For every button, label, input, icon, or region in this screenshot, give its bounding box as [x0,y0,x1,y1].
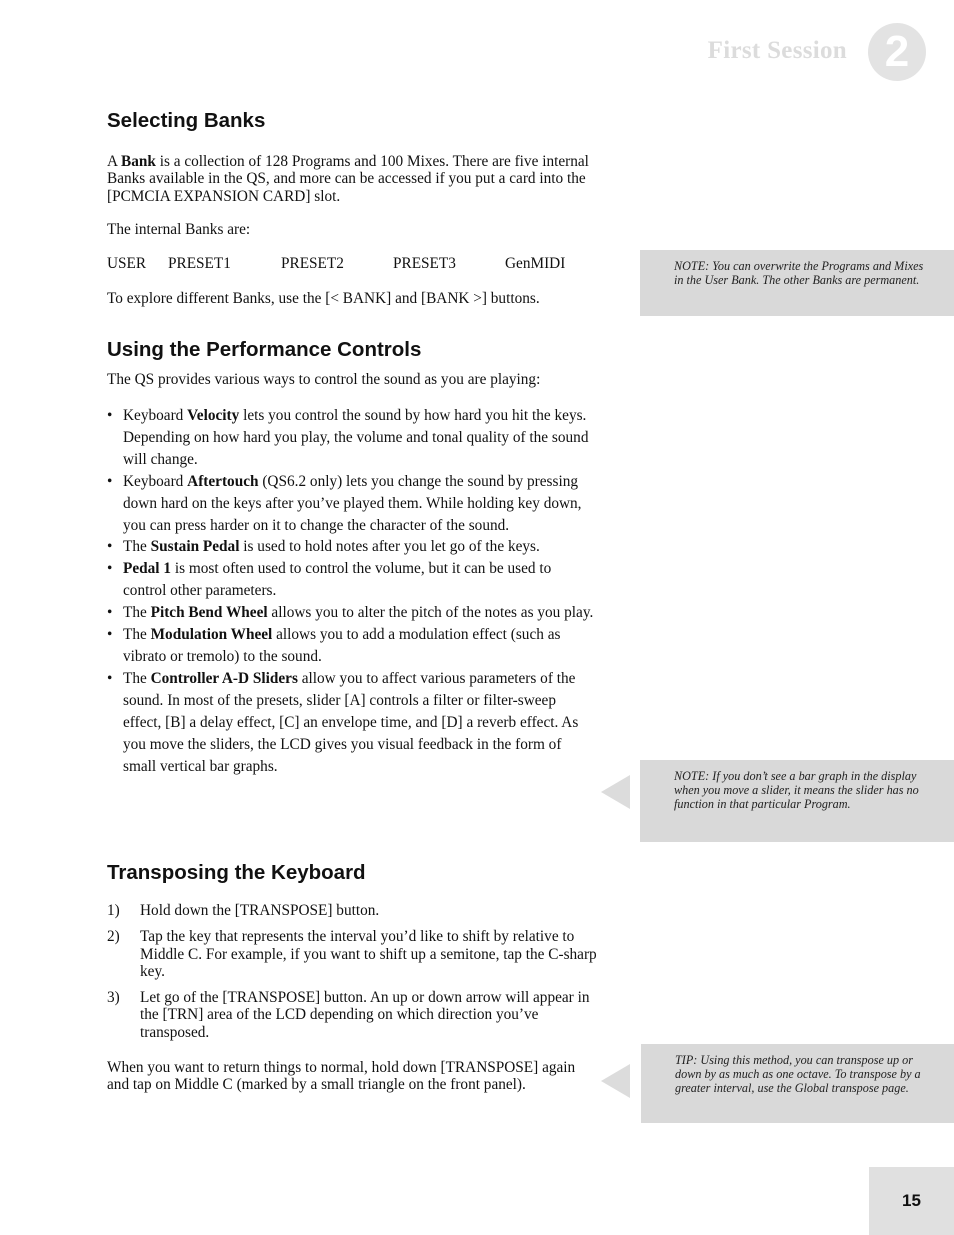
list-item: • Keyboard Velocity lets you control the sound by how hard you hit the keys. Depending on how hard you play, the volume and tonal quality of the sound will change. [107,407,589,468]
bank-term: Bank [121,153,156,170]
chapter-title: First Session [707,37,847,64]
item-term: Controller A-D Sliders [150,669,298,687]
heading-transposing: Transposing the Keyboard [107,861,366,884]
pointer-triangle-icon [601,1064,630,1098]
step-text: Hold down the [TRANSPOSE] button. [140,902,380,919]
step-number: 1) [107,902,120,919]
list-item: • Keyboard Aftertouch (QS6.2 only) lets you change the sound by pressing down hard on the keys after you’ve played them. While holding key down, you can press harder on it to change the character of the sound. [107,472,582,534]
bank-buttons-instruction: To explore different Banks, use the [< BANK] and [BANK >] buttons. [107,290,540,307]
item-prefix: The [123,669,151,687]
item-text: is used to hold notes after you let go of the keys. [239,538,540,556]
chapter-number-badge: 2 [868,23,926,81]
item-prefix: The [123,604,151,622]
bank-name: PRESET3 [393,255,456,272]
step-text: Tap the key that represents the interval you’d like to shift by relative to Middle C. For example, if you want to shift up a semitone, tap the C-sharp key. [140,928,597,980]
item-text: lets you control the sound by how hard you hit the keys. Depending on how hard you play, the volume and tonal quality of the sound will change. [123,407,589,468]
bank-desc-prefix: A [107,153,122,170]
item-prefix: Keyboard [123,472,188,490]
step-text: Let go of the [TRANSPOSE] button. An up or down arrow will appear in the [TRN] area of the LCD depending on which direction you’ve transposed. [140,989,590,1041]
performance-intro: The QS provides various ways to control the sound as you are playing: [107,371,541,388]
step-number: 2) [107,928,120,946]
item-term: Modulation Wheel [150,626,273,644]
bank-name: PRESET1 [168,255,231,272]
item-text: allow you to affect various parameters of the sound. In most of the presets, slider [A] controls a filter or filter-sweep effect, [B] a delay effect, [C] an envelope time, and [D] a reverb effect. As you move the sliders, the LCD gives you visual feedback in the form of small vertical bar graphs. [123,669,579,775]
transpose-steps [107,902,597,1050]
item-text: allows you to add a modulation effect (such as vibrato or tremolo) to the sound. [123,626,561,665]
performance-controls-list [107,405,597,777]
list-item: • The Pitch Bend Wheel allows you to alter the pitch of the notes as you play. [107,604,594,622]
item-text: is most often used to control the volume, but it can be used to control other parameters. [123,560,552,600]
tip-transpose-octave: TIP: Using this method, you can transpose up or down by as much as one octave. To transpose by a greater interval, use the Global transpose page. [641,1044,954,1123]
bank-name: USER [107,255,147,272]
item-prefix: The [123,626,151,644]
item-prefix: Keyboard [123,407,188,424]
item-prefix: The [123,538,151,556]
bank-name: PRESET2 [281,255,344,272]
item-text: allows you to alter the pitch of the notes as you play. [267,604,594,622]
bank-name: GenMIDI [505,255,566,272]
list-item: • The Sustain Pedal is used to hold notes after you let go of the keys. [107,538,540,556]
note-user-bank: NOTE: You can overwrite the Programs and Mixes in the User Bank. The other Banks are permanent. [640,250,954,316]
item-text: (QS6.2 only) lets you change the sound by pressing down hard on the keys after you’ve played them. While holding key down, you can press harder on it to change the character of the sound. [123,472,582,534]
item-term: Pedal 1 [123,560,172,578]
note-bar-graph: NOTE: If you don’t see a bar graph in the display when you move a slider, it means the slider has no function in that particular Program. [640,760,954,842]
list-item: • The Modulation Wheel allows you to add a modulation effect (such as vibrato or tremolo) to the sound. [107,626,561,665]
step-item [107,989,597,1041]
bank-description [107,153,599,205]
item-term: Aftertouch [187,472,259,490]
bank-desc-rest: is a collection of 128 Programs and 100 Mixes. There are five internal Banks available in the QS, and more can be accessed if you put a card into the [PCMCIA EXPANSION CARD] slot. [107,153,589,205]
item-term: Sustain Pedal [150,538,240,556]
list-item: • The Controller A-D Sliders allow you to affect various parameters of the sound. In most of the presets, slider [A] controls a filter or filter-sweep effect, [B] a delay effect, [C] an envelope time, and [D] a reverb effect. As you move the sliders, the LCD gives you visual feedback in the form of small vertical bar graphs. [107,669,579,775]
list-item: • Pedal 1 is most often used to control the volume, but it can be used to control other parameters. [107,560,552,600]
transpose-closing: When you want to return things to normal, hold down [TRANSPOSE] again and tap on Middle C (marked by a small triangle on the front panel). [107,1059,576,1094]
page-number: 15 [869,1167,954,1235]
heading-performance-controls: Using the Performance Controls [107,338,422,361]
step-item [107,902,597,919]
pointer-triangle-icon [601,775,630,809]
step-number: 3) [107,989,120,1007]
item-term: Pitch Bend Wheel [150,604,268,622]
internal-banks-intro: The internal Banks are: [107,221,251,238]
heading-selecting-banks: Selecting Banks [107,109,266,132]
item-term: Velocity [187,407,240,424]
step-item [107,928,597,980]
